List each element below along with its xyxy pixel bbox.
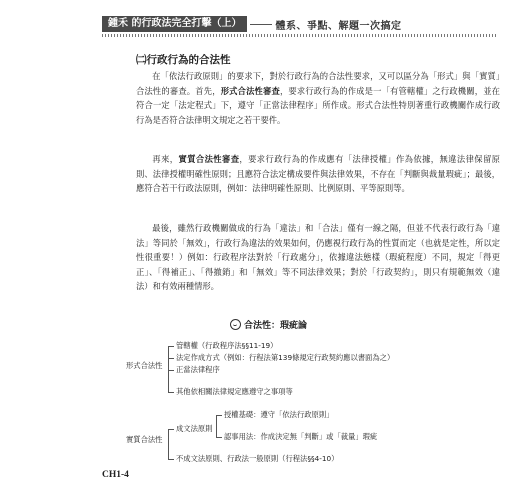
p3-text: 最後，雖然行政機關做成的行為「違法」和「合法」僅有一線之隔，但並不代表行政行為「違法」等同於「無效」，行政行為違法的效果如何，仍應視行政行為的性質而定（也就是定性，所以定性很重要！）例如：行政程序法對於「行政處分」，依據違法態樣（瑕疵程度）不同，規定「得更正」、「得補正」、「得撤銷」和「無效」等不同法律效果；對於「行政契約」，則只有規範無效（違法）和有效兩種情形。	[136, 223, 500, 292]
written-law-item-application: 認事用法：作成決定無「判斷」或「裁量」瑕疵	[224, 432, 378, 441]
book-title-tab: 鍾禾 的行政法完全打擊（上）	[102, 16, 247, 32]
written-law-branch-2	[216, 437, 222, 438]
p2-rest: ，要求行政行為的作成應有「法律授權」作為依據，無違法律保留原則、法律授權明確性原則；且應符合法定構成要件與法律效果，不存在「判斷與裁量瑕疵」；最後，應符合若干行政法原則，例如：法律明確性原則、比例原則、平等原則等。	[136, 154, 500, 194]
book-subtitle: 體系、爭點、解題一次搞定	[275, 20, 402, 32]
formal-item-form: 法定作成方式（例如：行程法第139條規定行政契約應以書面為之）	[176, 353, 395, 362]
p2-bold: 實質合法性審查	[178, 154, 240, 164]
written-law-bracket-line	[216, 415, 217, 437]
formal-branch-2	[168, 358, 174, 359]
formal-branch-1	[168, 346, 174, 347]
p1-text: 在「依法行政原則」的要求下，對於行政行為的合法性要求，又可以區分為「形式」與「實質」合法性的審查。首先，	[136, 71, 500, 96]
unwritten-law-principle: 不成文法原則、行政法一般原則（行程法§§4-10）	[176, 454, 339, 463]
substantive-bracket-line	[168, 429, 169, 459]
formal-branch-3	[168, 370, 174, 371]
substantive-branch-1	[168, 429, 174, 430]
formal-item-due-process: 正當法律程序	[176, 365, 220, 374]
written-law-branch-1	[216, 415, 222, 416]
p1-bold: 形式合法性審查	[220, 85, 280, 96]
p2-lead: 再來，	[152, 154, 179, 164]
written-law-principle-label: 成文法原則	[176, 424, 213, 433]
formal-legality-label: 形式合法性	[126, 361, 163, 370]
formal-item-other: 其他依相關法律規定應遵守之事項等	[176, 387, 293, 396]
formal-bracket-line	[168, 346, 169, 392]
p1-rest: ，要求行政行為的作成是一「有管轄權」之行政機關，並在符合一定「法定程式」下，遵守「正當法律程序」所作成。形式合法性特別著重行政機關作成行政行為是否符合法律明文規定之若干要件。	[136, 85, 500, 125]
page-number: CH1-4	[102, 470, 129, 480]
figure-title-text: 合法性：瑕疵論	[244, 321, 308, 331]
substantive-legality-label: 實質合法性	[126, 435, 163, 444]
formal-item-jurisdiction: 管轄權（行政程序法§§11-19）	[176, 341, 278, 350]
section-title: ㈡行政行為的合法性	[136, 54, 231, 66]
formal-branch-4	[168, 392, 174, 393]
substantive-branch-2	[168, 459, 174, 460]
written-law-item-authorization: 授權基礎：遵守「依法行政原則」	[224, 410, 334, 419]
